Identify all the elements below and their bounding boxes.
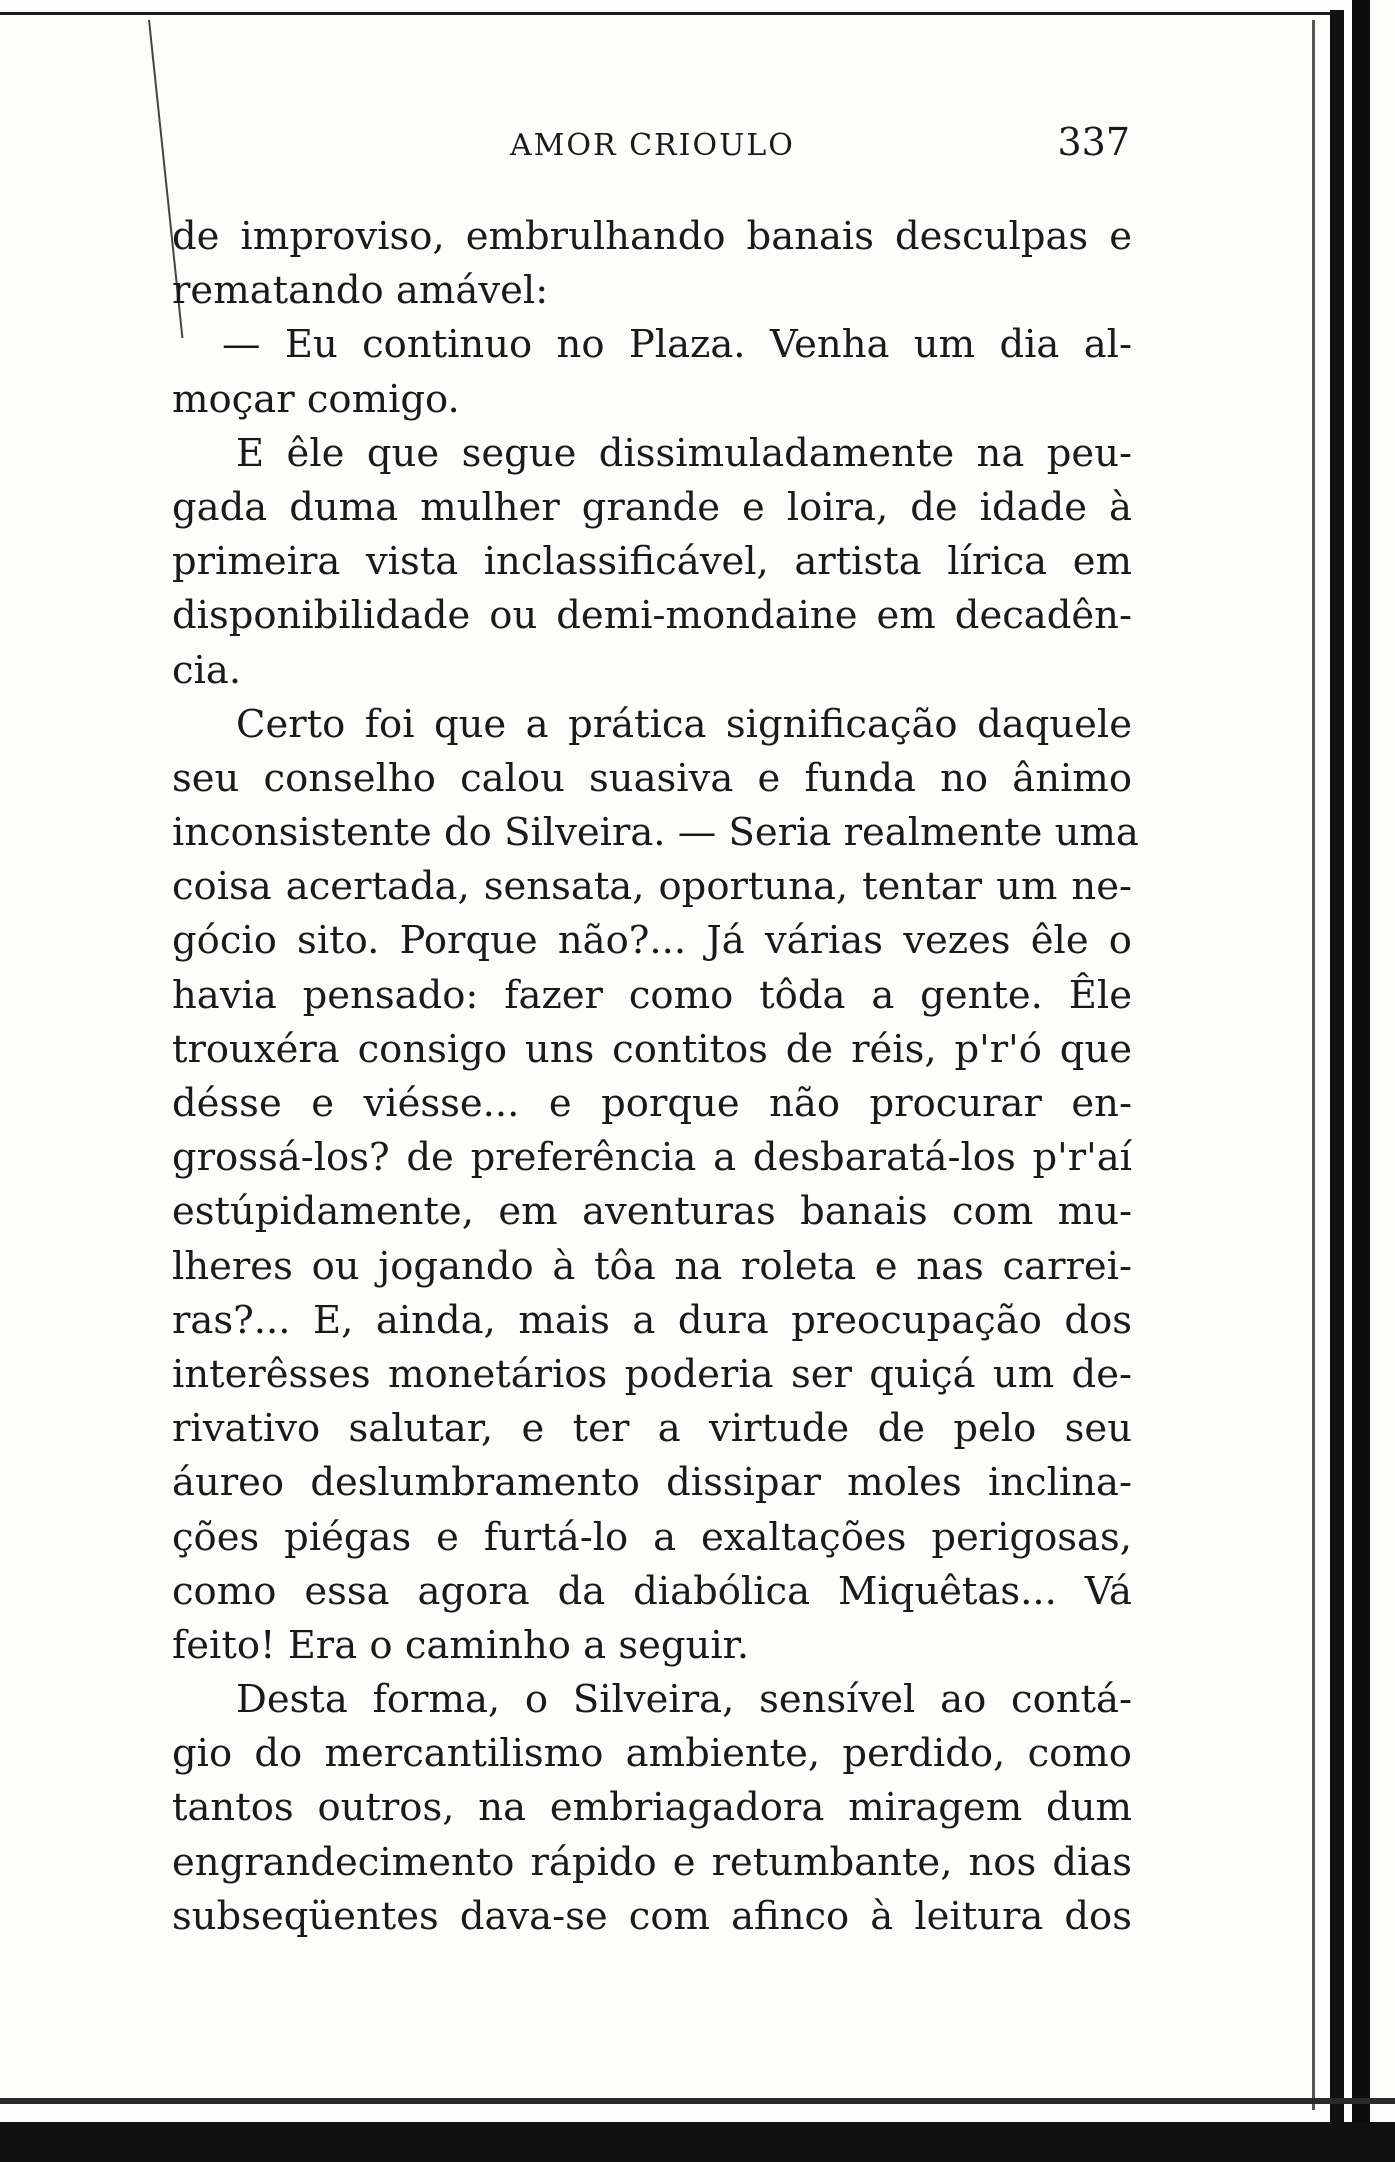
scan-right-shadow [1312, 20, 1315, 2110]
text-line: primeira vista inclassificável, artista lírica em [172, 539, 1132, 585]
text-line: disponibilidade ou demi-mondaine em decadên- [172, 593, 1132, 639]
text-line: — Eu continuo no Plaza. Venha um dia al- [222, 322, 1132, 368]
text-line: Certo foi que a prática significação daquele [236, 701, 1132, 747]
page-header [180, 120, 1130, 178]
text-line: gio do mercantilismo ambiente, perdido, como [172, 1731, 1132, 1777]
text-line: ções piégas e furtá-lo a exaltações perigosas, [172, 1514, 1132, 1560]
text-line: trouxéra consigo uns contitos de réis, p'r'ó que [172, 1026, 1132, 1072]
text-line: gada duma mulher grande e loira, de idade à [172, 484, 1132, 530]
text-line: ras?... E, ainda, mais a dura preocupação dos [172, 1297, 1132, 1343]
scan-top-edge [0, 12, 1335, 15]
running-head: AMOR CRIOULO [510, 128, 795, 163]
scan-bottom-shadow [0, 2098, 1395, 2104]
text-line: havia pensado: fazer como tôda a gente. Êle [172, 972, 1132, 1018]
scan-bottom-edge [0, 2122, 1395, 2162]
text-line: áureo deslumbramento dissipar moles inclina- [172, 1460, 1132, 1506]
scan-right-edge [1330, 10, 1344, 2130]
text-line: tantos outros, na embriagadora miragem dum [172, 1785, 1132, 1831]
text-line: lheres ou jogando à tôa na roleta e nas carrei- [172, 1243, 1132, 1289]
text-line: coisa acertada, sensata, oportuna, tentar um ne- [172, 864, 1132, 910]
text-line: inconsistente do Silveira. — Seria realmente uma [172, 810, 1139, 856]
scan-right-edge-outer [1352, 0, 1370, 2162]
text-line: rivativo salutar, e ter a virtude de pelo seu [172, 1406, 1132, 1452]
text-line: rematando amável: [172, 268, 549, 314]
text-line: moçar comigo. [172, 376, 460, 422]
text-line: grossá-los? de preferência a desbaratá-los p'r'aí [172, 1135, 1132, 1181]
text-line: de improviso, embrulhando banais desculpas e [172, 214, 1132, 259]
text-line: como essa agora da diabólica Miquêtas... Vá [172, 1568, 1132, 1614]
text-line: Desta forma, o Silveira, sensível ao contá- [236, 1677, 1132, 1723]
text-line: estúpidamente, em aventuras banais com mu- [172, 1189, 1132, 1235]
text-line: feito! Era o caminho a seguir. [172, 1622, 750, 1668]
text-line: gócio sito. Porque não?... Já várias vezes êle o [172, 918, 1132, 964]
body-text [172, 210, 1139, 1944]
text-line: engrandecimento rápido e retumbante, nos dias [172, 1839, 1132, 1885]
text-line: désse e viésse... e porque não procurar en- [172, 1081, 1132, 1126]
text-line: cia. [172, 647, 242, 693]
page-number: 337 [1057, 120, 1130, 164]
text-line: subseqüentes dava-se com afinco à leitura dos [172, 1893, 1132, 1939]
text-line: seu conselho calou suasiva e funda no ânimo [172, 755, 1132, 801]
text-line: E êle que segue dissimuladamente na peu- [236, 430, 1132, 476]
text-line: interêsses monetários poderia ser quiçá um de- [172, 1351, 1132, 1397]
